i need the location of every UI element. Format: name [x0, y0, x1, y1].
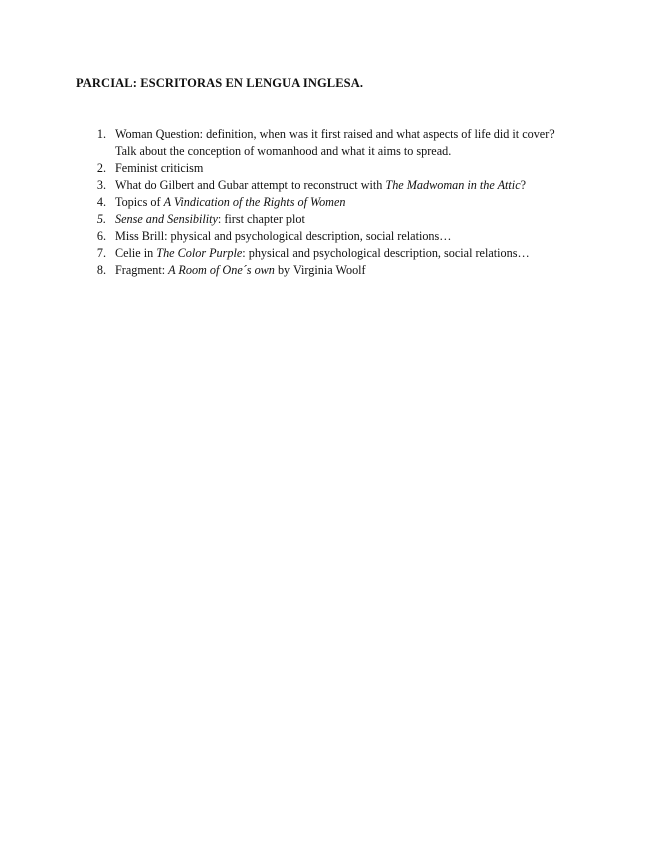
item-text-part: Feminist criticism — [115, 161, 204, 175]
item-text — [115, 228, 560, 245]
list-item — [90, 194, 560, 211]
question-list — [90, 126, 560, 279]
item-number: 4. — [96, 195, 106, 209]
item-number: 3. — [96, 178, 106, 192]
book-title-italic: A Room of One´s own — [168, 263, 275, 277]
book-title-italic: A Vindication of the Rights of Women — [163, 195, 346, 209]
item-number: 2. — [96, 161, 106, 175]
list-item — [90, 177, 560, 194]
book-title-italic: Sense and Sensibility — [115, 212, 218, 226]
item-text-part: by Virginia Woolf — [274, 263, 366, 277]
item-text-part: : physical and psychological description, social relations… — [242, 246, 530, 260]
item-text — [115, 126, 560, 160]
item-text — [115, 245, 560, 262]
item-number: 1. — [96, 127, 106, 141]
item-text-part: Woman Question: definition, when was it first raised and what aspects of life did it cover? Talk about the conception of womanhood and what it aims to spread. — [115, 127, 555, 158]
item-number: 6. — [96, 229, 106, 243]
list-item — [90, 262, 560, 279]
item-number: 8. — [96, 263, 106, 277]
item-text-part: Fragment: — [115, 263, 169, 277]
item-text-part: : first chapter plot — [217, 212, 305, 226]
item-number: 7. — [96, 246, 106, 260]
item-text-part: Celie in — [115, 246, 157, 260]
item-text-part: ? — [520, 178, 527, 192]
item-text — [115, 194, 560, 211]
item-text — [115, 262, 560, 279]
item-number: 5. — [96, 212, 106, 226]
item-text-part: Topics of — [115, 195, 164, 209]
list-item — [90, 211, 560, 228]
item-text — [115, 211, 560, 228]
page-title: PARCIAL: ESCRITORAS EN LENGUA INGLESA. — [76, 76, 364, 90]
list-item — [90, 160, 560, 177]
item-text-part: Miss Brill: physical and psychological description, social relations… — [115, 229, 452, 243]
book-title-italic: The Madwoman in the Attic — [385, 178, 521, 192]
list-item — [90, 126, 560, 160]
item-text — [115, 160, 560, 177]
list-item — [90, 228, 560, 245]
item-text-part: What do Gilbert and Gubar attempt to reconstruct with — [115, 178, 386, 192]
item-text — [115, 177, 560, 194]
book-title-italic: The Color Purple — [156, 246, 243, 260]
list-item — [90, 245, 560, 262]
